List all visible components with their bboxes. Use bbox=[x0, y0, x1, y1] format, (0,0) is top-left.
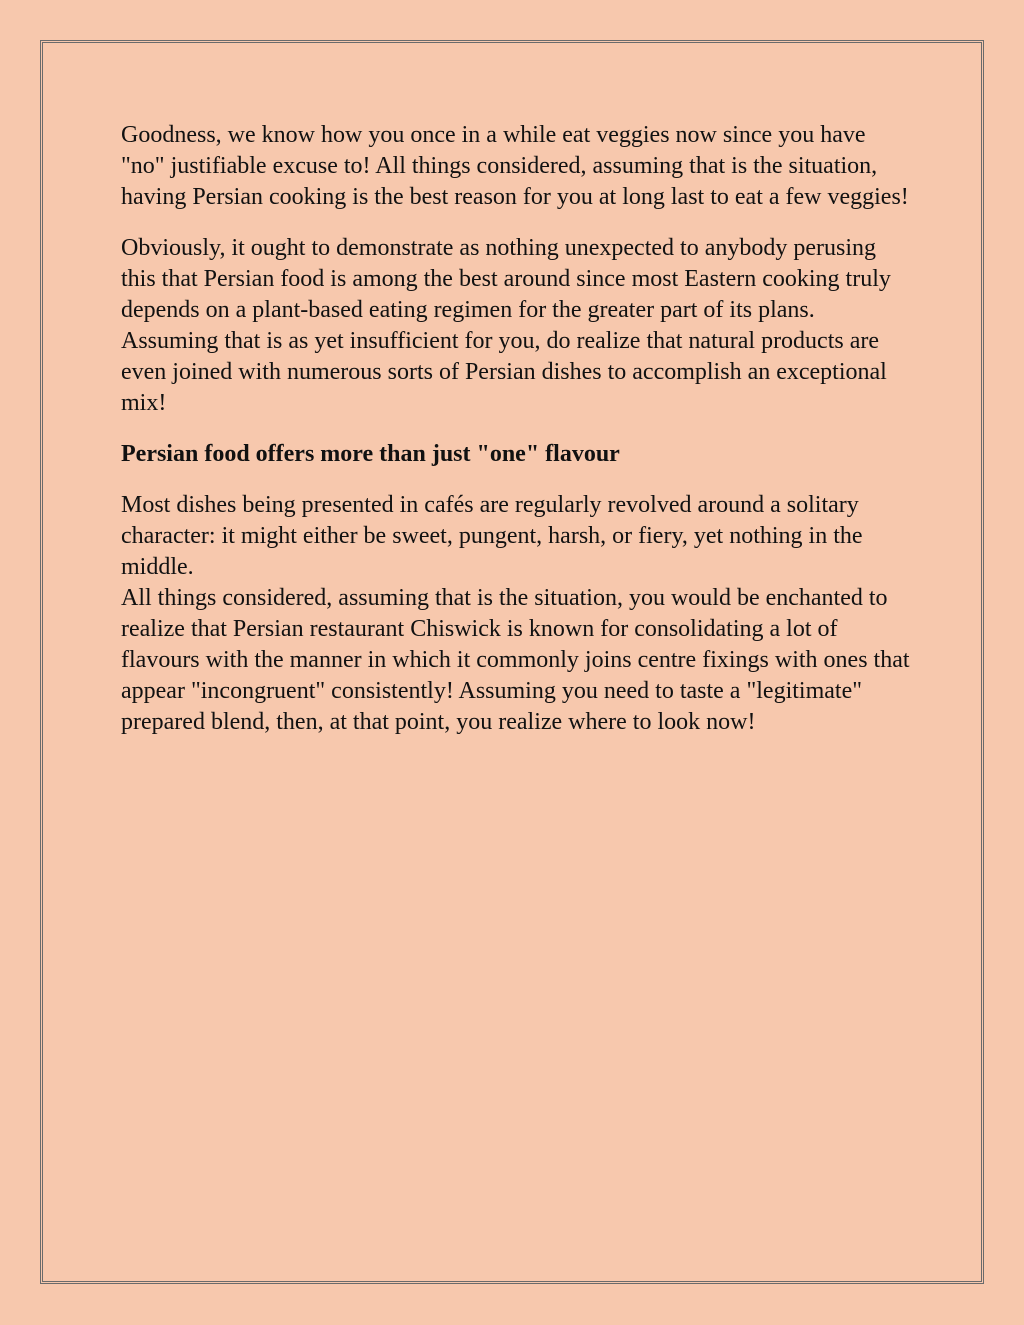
section-heading: Persian food offers more than just "one" flavour bbox=[121, 441, 620, 467]
intro-paragraph: Goodness, we know how you once in a while eat veggies now since you have "no" justifiable excuse to! All things considered, assuming that is the situation, having Persian cooking is the best reason for you at long last to eat a few veggies! bbox=[121, 122, 909, 210]
document-body bbox=[121, 120, 911, 738]
body-paragraph: Obviously, it ought to demonstrate as nothing unexpected to anybody perusing this that Persian food is among the best around since most Eastern cooking truly depends on a plant-based eating regimen for the greater part of its plans. Assuming that is as yet insufficient for you, do realize that natural products are even joined with numerous sorts of Persian dishes to accomplish an exceptional mix! bbox=[121, 235, 891, 416]
section-paragraph: Most dishes being presented in cafés are regularly revolved around a solitary character: it might either be sweet, pungent, harsh, or fiery, yet nothing in the middle. bbox=[121, 492, 863, 580]
section-paragraph: All things considered, assuming that is the situation, you would be enchanted to realize that Persian restaurant Chiswick is known for consolidating a lot of flavours with the manner in which it commonly joins centre fixings with ones that appear "incongruent" consistently! Assuming you need to taste a "legitimate" prepared blend, then, at that point, you realize where to look now! bbox=[121, 585, 910, 735]
